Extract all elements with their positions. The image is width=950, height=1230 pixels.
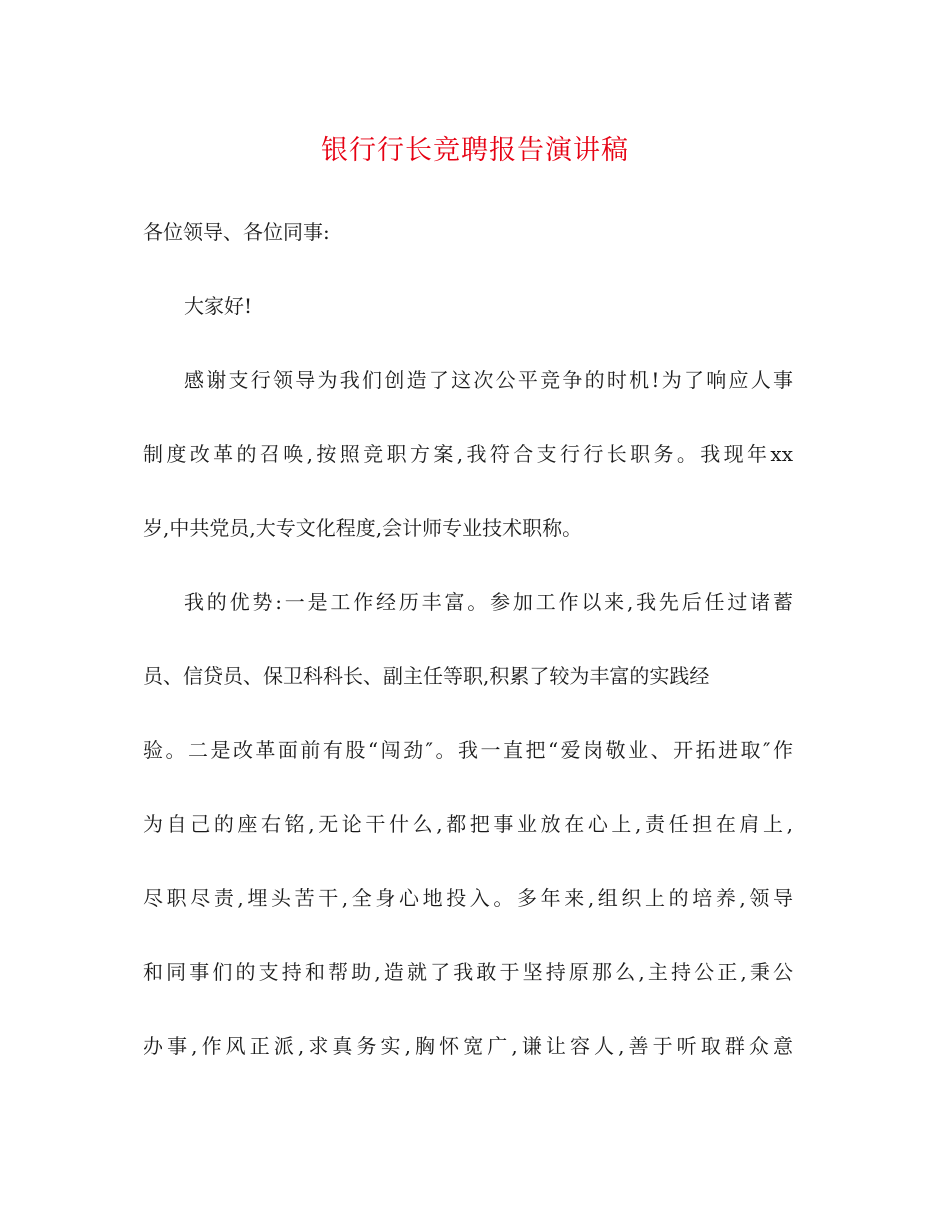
paragraph-line: 员、信贷员、保卫科科长、副主任等职,积累了较为丰富的实践经 (143, 664, 710, 688)
paragraph-line: 尽职尽责,埋头苦干,全身心地投入。多年来,组织上的培养,领导 (143, 886, 793, 910)
paragraph-line: 制度改革的召唤,按照竞职方案,我符合支行行长职务。我现年xx (143, 442, 793, 466)
paragraph-line: 我的优势:一是工作经历丰富。参加工作以来,我先后任过诸蓄 (184, 590, 793, 614)
salutation: 各位领导、各位同事: (143, 220, 330, 244)
paragraph-line: 为自己的座右铭,无论干什么,都把事业放在心上,责任担在肩上, (143, 812, 793, 836)
paragraph-line: 和同事们的支持和帮助,造就了我敢于坚持原那么,主持公正,秉公 (143, 960, 793, 984)
greeting: 大家好! (184, 294, 253, 318)
document-title: 银行行长竞聘报告演讲稿 (321, 135, 629, 166)
paragraph-line: 办事,作风正派,求真务实,胸怀宽广,谦让容人,善于听取群众意 (143, 1034, 793, 1058)
paragraph-line: 验。二是改革面前有股“闯劲″。我一直把“爱岗敬业、开拓进取″作 (143, 738, 793, 762)
paragraph-line: 岁,中共党员,大专文化程度,会计师专业技术职称。 (143, 516, 583, 540)
paragraph-line: 感谢支行领导为我们创造了这次公平竞争的时机!为了响应人事 (184, 368, 793, 392)
